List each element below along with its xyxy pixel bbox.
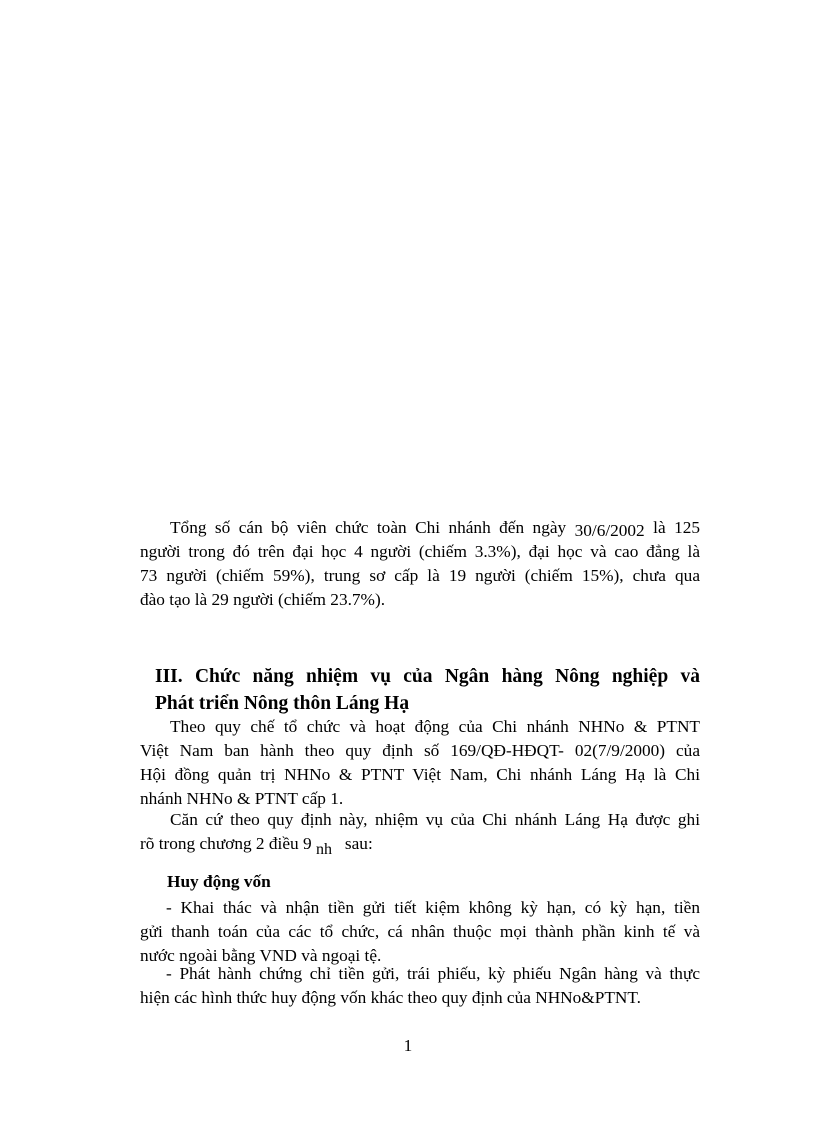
bullet-2 — [140, 962, 700, 1010]
staff-line-1-end: là 125 — [653, 518, 700, 537]
staff-line-3: 73 người (chiếm 59%), trung sơ cấp là 19 người (chiếm 15%), chưa qua — [140, 566, 700, 585]
basis-subscript: nh — [315, 841, 332, 858]
bullet-2-line-1: - Phát hành chứng chỉ tiền gửi, trái phiếu, kỳ phiếu Ngân hàng và thực — [166, 964, 700, 983]
section-heading — [155, 663, 700, 717]
section-heading-line-1: III. Chức năng nhiệm vụ của Ngân hàng Nông nghiệp và — [155, 666, 700, 687]
basis-line-1: Căn cứ theo quy định này, nhiệm vụ của Chi nhánh Láng Hạ được ghi — [170, 810, 700, 829]
page-number: 1 — [403, 1036, 413, 1055]
staff-line-1-text: Tổng số cán bộ viên chức toàn Chi nhánh đến ngày — [170, 518, 567, 537]
basis-line-2 — [140, 832, 700, 857]
bullet-1-line-1: - Khai thác và nhận tiền gửi tiết kiệm không kỳ hạn, có kỳ hạn, tiền — [166, 898, 700, 917]
staff-paragraph — [140, 516, 700, 612]
section-heading-line-2: Phát triển Nông thôn Láng Hạ — [155, 693, 410, 714]
regulation-line-2: Việt Nam ban hành theo quy định số 169/QĐ-HĐQT- 02(7/9/2000) của — [140, 741, 700, 760]
regulation-paragraph — [140, 715, 700, 811]
regulation-line-1: Theo quy chế tổ chức và hoạt động của Chi nhánh NHNo & PTNT — [170, 717, 700, 736]
subheading-capital-mobilization: Huy động vốn — [167, 872, 271, 891]
staff-line-2: người trong đó trên đại học 4 người (chiếm 3.3%), đại học và cao đẳng là — [140, 542, 700, 561]
basis-line-2-end: sau: — [344, 834, 373, 853]
bullet-1 — [140, 896, 700, 968]
basis-paragraph — [140, 808, 700, 857]
bullet-1-line-2: gửi thanh toán của các tổ chức, cá nhân thuộc mọi thành phần kinh tế và — [140, 922, 700, 941]
staff-date: 30/6/2002 — [574, 521, 645, 540]
bullet-2-line-2: hiện các hình thức huy động vốn khác theo quy định của NHNo&PTNT. — [140, 988, 641, 1007]
staff-line-1 — [140, 516, 700, 540]
staff-line-4: đào tạo là 29 người (chiếm 23.7%). — [140, 590, 386, 609]
regulation-line-4: nhánh NHNo & PTNT cấp 1. — [140, 789, 344, 808]
basis-line-2-text: rõ trong chương 2 điều 9 — [140, 834, 312, 853]
regulation-line-3: Hội đồng quản trị NHNo & PTNT Việt Nam, Chi nhánh Láng Hạ là Chi — [140, 765, 700, 784]
bullet-1-line-3: nước ngoài bằng VND và ngoại tệ. — [140, 946, 382, 965]
